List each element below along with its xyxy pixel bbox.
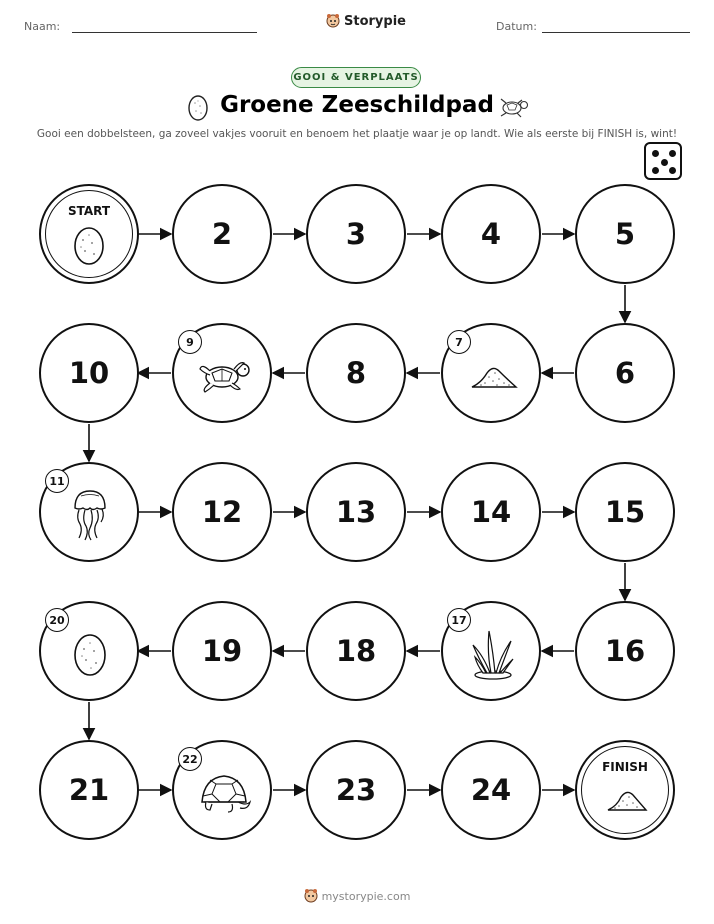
footer-url: mystorypie.com [321, 889, 411, 903]
cell-badge: 22 [178, 747, 202, 771]
cell-number: 18 [335, 634, 377, 668]
cell-3 [306, 184, 406, 284]
cell-number: 13 [335, 495, 377, 529]
instructions: Gooi een dobbelsteen, ga zoveel vakjes vooruit en benoem het plaatje waar je op landt. Wie als eerste bij FINISH is, wint! [36, 128, 678, 140]
cell-number: 12 [201, 495, 243, 529]
cell-14 [441, 462, 541, 562]
cell-number: 6 [614, 356, 636, 390]
cell-number: 3 [345, 217, 367, 251]
cell-number: 24 [470, 773, 512, 807]
cell-13 [306, 462, 406, 562]
cell-badge: 7 [447, 330, 471, 354]
cell-number: 15 [604, 495, 646, 529]
footer [0, 888, 714, 904]
brand-mascot-icon [304, 888, 318, 904]
cell-16 [575, 601, 675, 701]
cell-10 [39, 323, 139, 423]
cell-number: 21 [68, 773, 110, 807]
cell-20 [39, 601, 139, 701]
cell-badge: 9 [178, 330, 202, 354]
seagrass-icon [469, 627, 517, 681]
cell-11 [39, 462, 139, 562]
cell-number: 19 [201, 634, 243, 668]
page-title: Groene Zeeschildpad [220, 92, 494, 118]
cell-12 [172, 462, 272, 562]
turtle-shell-icon [198, 772, 252, 816]
cell-19 [172, 601, 272, 701]
sand-pile-icon [469, 361, 519, 391]
jellyfish-icon [71, 488, 109, 542]
cell-number: 14 [470, 495, 512, 529]
finish-label: FINISH [602, 760, 648, 774]
cell-number: 2 [211, 217, 233, 251]
cell-number: 16 [604, 634, 646, 668]
cell-17 [441, 601, 541, 701]
cell-2 [172, 184, 272, 284]
cell-22 [172, 740, 272, 840]
brand-name: Storypie [344, 13, 406, 29]
cell-9 [172, 323, 272, 423]
start-cell [39, 184, 139, 284]
cell-badge: 11 [45, 469, 69, 493]
cell-badge: 17 [447, 608, 471, 632]
cell-24 [441, 740, 541, 840]
cell-number: 8 [345, 356, 367, 390]
cell-number: 10 [68, 356, 110, 390]
name-label: Naam: [24, 20, 61, 33]
cell-6 [575, 323, 675, 423]
sand-pile-icon [605, 786, 649, 814]
cell-5 [575, 184, 675, 284]
cell-badge: 20 [45, 608, 69, 632]
cell-15 [575, 462, 675, 562]
cell-number: 4 [480, 217, 502, 251]
cell-4 [441, 184, 541, 284]
finish-cell [575, 740, 675, 840]
egg-icon [72, 631, 108, 677]
category-badge: GOOI & VERPLAATS [291, 67, 421, 88]
sea-turtle-icon [196, 355, 254, 395]
egg-icon [72, 224, 106, 266]
date-label: Datum: [496, 20, 537, 33]
cell-23 [306, 740, 406, 840]
cell-7 [441, 323, 541, 423]
cell-18 [306, 601, 406, 701]
cell-number: 5 [614, 217, 636, 251]
cell-21 [39, 740, 139, 840]
start-label: START [67, 204, 111, 218]
cell-number: 23 [335, 773, 377, 807]
cell-8 [306, 323, 406, 423]
